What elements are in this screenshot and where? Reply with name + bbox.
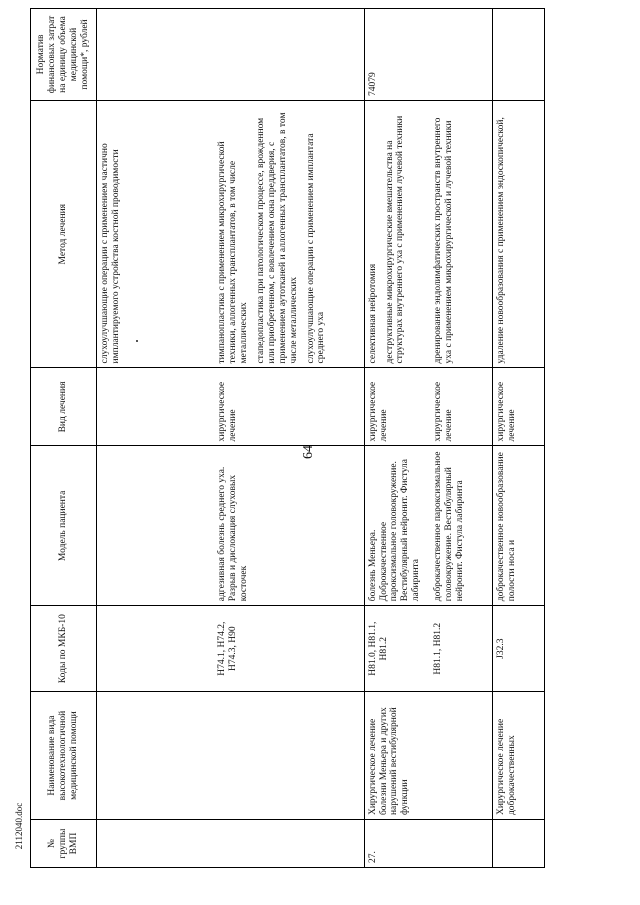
table-rotator	[30, 8, 630, 868]
cell-type: хирургическое лечение	[214, 368, 364, 446]
cell-norm: 74079	[364, 9, 492, 101]
table-row	[364, 9, 430, 868]
header-type: Вид лечения	[31, 368, 97, 446]
cell-method	[96, 100, 214, 368]
cell-type: хирургическое лечение	[430, 368, 492, 446]
cell-type: хирургическое лечение	[492, 368, 544, 446]
method-text: дренирование эндолимфатических пространств внутреннего уха с применением микрохирургической и лучевой техники	[433, 117, 455, 364]
cell-method	[492, 100, 544, 368]
cell-num	[96, 820, 364, 868]
table-header-row	[31, 9, 97, 868]
table-row	[96, 9, 214, 868]
method-text: слухоулучшающие операции с применением имплантата среднего уха	[305, 133, 327, 364]
cell-model: доброкачественное новообразование полости носа и	[492, 446, 544, 606]
method-text: тимпанопластика с применением микрохирургической техники, аллогенных трансплантатов, в том числе металлических	[217, 141, 249, 364]
cell-name: Хирургическое лечение болезни Меньера и других нарушений вестибулярной функции	[364, 692, 492, 820]
header-codes: Коды по МКБ-10	[31, 606, 97, 692]
vmp-table	[30, 8, 545, 868]
cell-method	[430, 100, 492, 368]
cell-model: болезнь Меньера. Доброкачественное пароксизмальное головокружение. Вестибулярный нейронит. Фистула лабиринта	[364, 446, 430, 606]
file-label: 2112040.doc	[14, 802, 24, 850]
page-number: 64	[301, 445, 316, 459]
cell-name: Хирургическое лечение доброкачественных	[492, 692, 544, 820]
cell-num	[492, 820, 544, 868]
cell-method	[364, 100, 430, 368]
header-norm: Норматив финансовых затрат на единицу объема медицинской помощи*, рублей	[31, 9, 97, 101]
cell-model	[96, 446, 214, 606]
cell-codes: H74.1, H74.2, H74.3, H90	[214, 606, 364, 692]
cell-type: хирургическое лечение	[364, 368, 430, 446]
header-method: Метод лечения	[31, 100, 97, 368]
header-name: Наименование вида высокотехнологичной медицинской помощи	[31, 692, 97, 820]
cell-model: доброкачественное пароксизмальное головокружение. Вестибулярный нейронит. Фистула лабиринта	[430, 446, 492, 606]
method-text: деструктивные микрохирургические вмешательства на структурах внутреннего уха с применением лучевой техники	[384, 115, 406, 364]
header-num: № группы ВМП	[31, 820, 97, 868]
cell-codes: H81.1, H81.2	[430, 606, 492, 692]
cell-codes: J32.3	[492, 606, 544, 692]
method-text: стапедопластика при патологическом процессе, врожденном или приобретенном, с вовлечением окна преддверия, с применением аутотканей и аллогенных трансплантатов, в том числе металлических	[255, 112, 299, 364]
cell-norm	[96, 9, 364, 101]
method-text: удаление новообразования с применением эндоскопической,	[495, 117, 506, 364]
method-text: слухоулучшающие операции с применением частично имплантируемого устройства костной проводимости	[99, 143, 121, 364]
table-row	[492, 9, 544, 868]
cell-method	[214, 100, 364, 368]
cell-model: адгезивная болезнь среднего уха. Разрыв и дислокация слуховых косточек	[214, 446, 364, 606]
cell-codes: H81.0, H81.1, H81.2	[364, 606, 430, 692]
cell-type	[96, 368, 214, 446]
cell-num: 27.	[364, 820, 492, 868]
header-model: Модель пациента	[31, 446, 97, 606]
method-text: селективная нейротомия	[367, 263, 378, 364]
cell-norm	[492, 9, 544, 101]
cell-name	[96, 692, 364, 820]
rotated-table-container	[30, 8, 630, 868]
cell-codes	[96, 606, 214, 692]
